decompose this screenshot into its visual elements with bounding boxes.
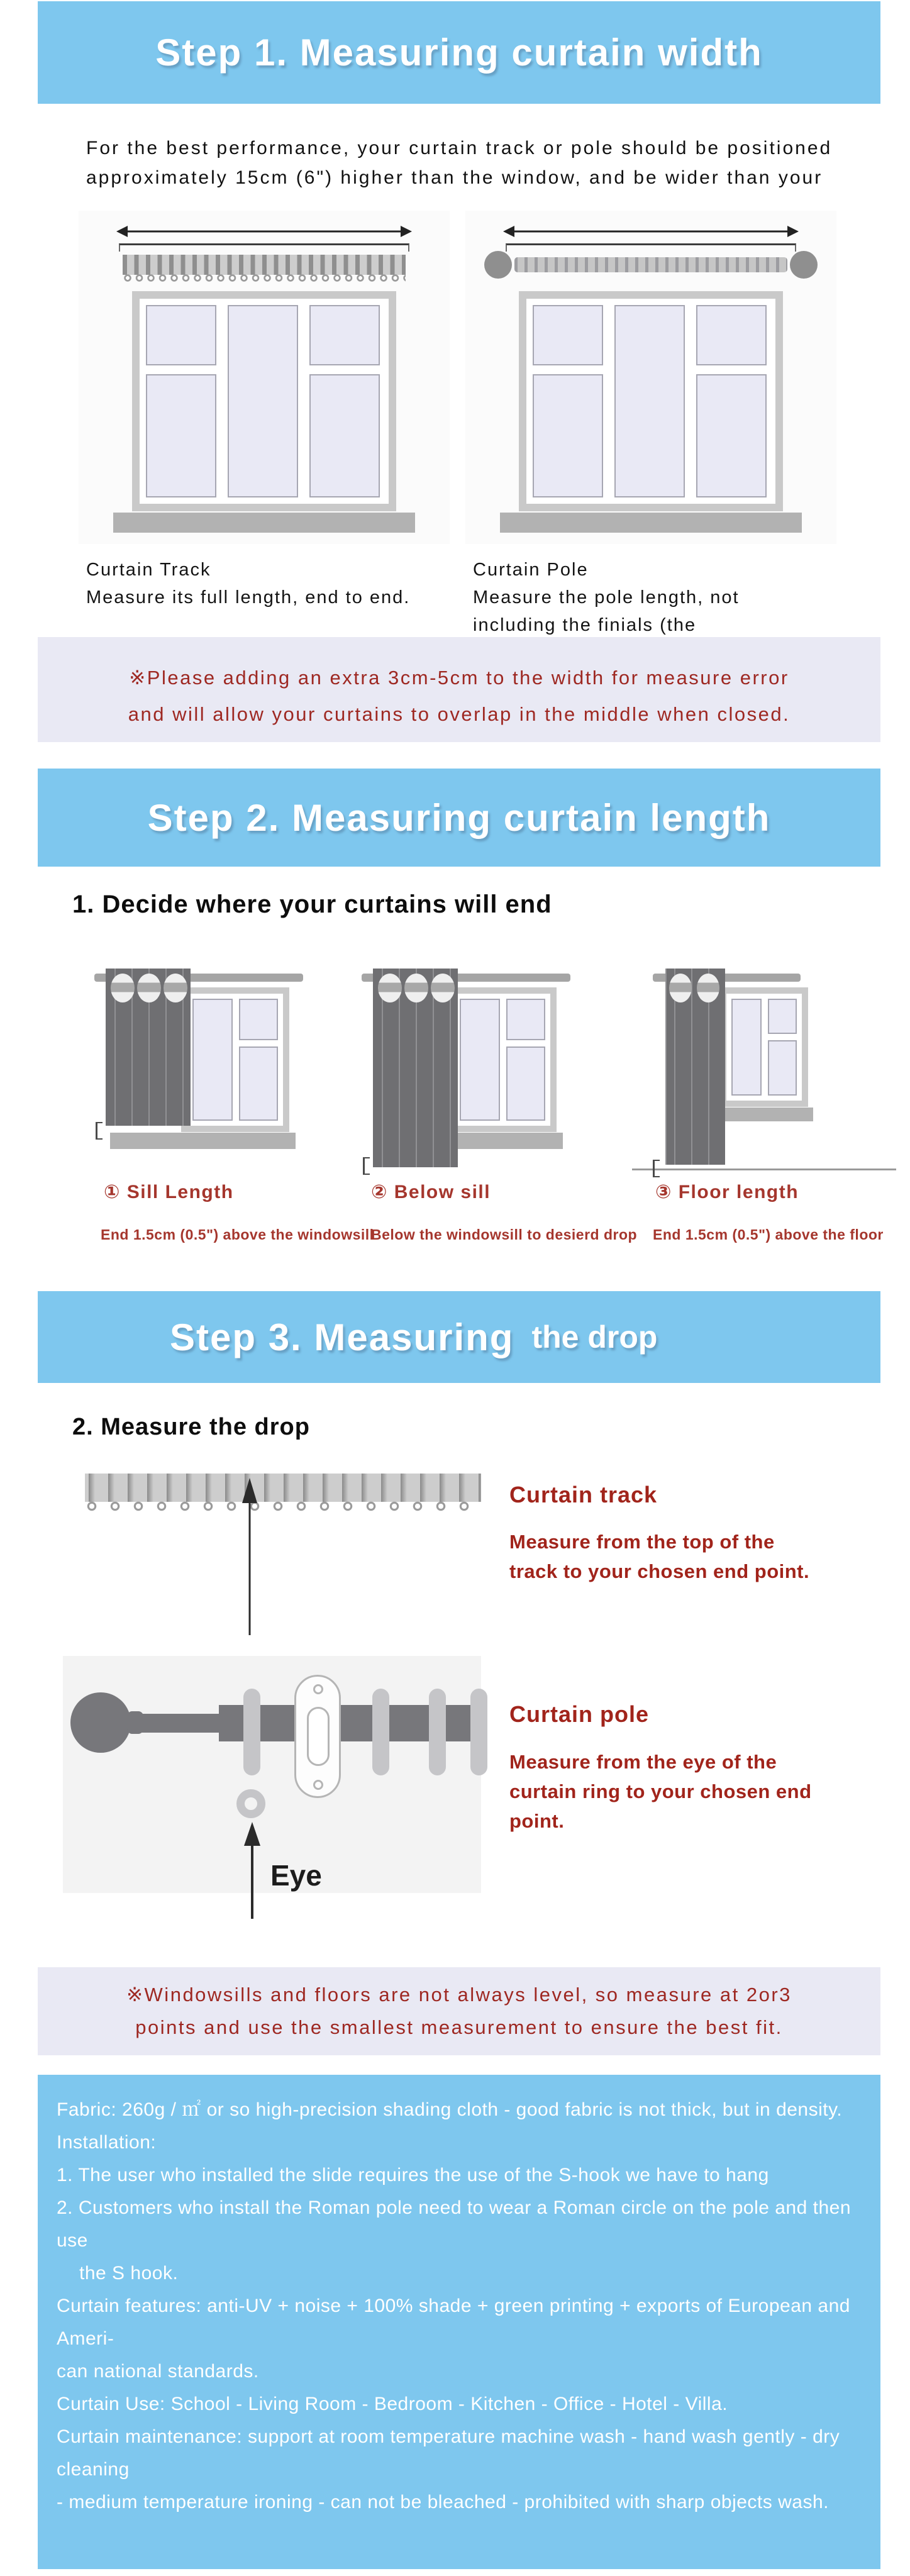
- window-frame: [519, 291, 783, 511]
- footer-line: 1. The user who installed the slide requires the use of the S-hook we have to hang: [57, 2165, 769, 2185]
- sill-length-diagram: [94, 955, 358, 1172]
- width-note-line2: and will allow your curtains to overlap in the middle when closed.: [128, 703, 791, 725]
- curtain-pole-instructions: [509, 1747, 812, 1836]
- window-frame: [132, 291, 396, 511]
- measure-bracket: [119, 243, 409, 252]
- window-pane: [533, 305, 603, 365]
- curtain-track-caption: [86, 556, 410, 611]
- window-pane: [239, 1046, 278, 1121]
- window-pane: [731, 999, 762, 1096]
- measure-end-bracket: [363, 1157, 370, 1175]
- window-pane: [192, 999, 233, 1121]
- grommet-icon: [378, 974, 402, 1002]
- footer-line: the S hook.: [79, 2263, 179, 2284]
- window-pane: [460, 999, 500, 1121]
- curtain: [106, 969, 191, 1126]
- bracket-screw-hole: [313, 1684, 323, 1694]
- footer-line: Curtain Use: School - Living Room - Bedroom - Kitchen - Office - Hotel - Villa.: [57, 2394, 728, 2414]
- bracket-screw-hole: [313, 1780, 323, 1790]
- below-sill-diagram: [362, 955, 626, 1172]
- windowsill: [500, 513, 802, 533]
- window-pane: [506, 999, 545, 1040]
- pole-shaft: [140, 1714, 221, 1733]
- option3-label: ③ Floor length: [655, 1182, 799, 1202]
- option1-caption: End 1.5cm (0.5") above the windowsill: [101, 1226, 374, 1243]
- step3-header-subtitle: the drop: [531, 1319, 658, 1355]
- windowsill: [110, 1133, 296, 1149]
- step2-header-title: Step 2. Measuring curtain length: [147, 796, 771, 839]
- window-pane: [309, 305, 380, 365]
- window-frame: [448, 987, 557, 1132]
- window-frame: [720, 987, 808, 1107]
- step1-header-title: Step 1. Measuring curtain width: [155, 31, 763, 74]
- footer-line: - medium temperature ironing - can not be bleached - prohibited with sharp objects wash.: [57, 2492, 829, 2512]
- drop-note-line2: points and use the smallest measurement to ensure the best fit.: [135, 2016, 783, 2038]
- curtain-pole-caption-line2: including the finials (the: [473, 615, 697, 635]
- curtain-track-gliders: [85, 1501, 481, 1513]
- width-arrow-icon: [502, 223, 800, 240]
- grommet-icon: [137, 974, 161, 1002]
- step3-header-title: Step 3. Measuring: [170, 1316, 514, 1358]
- window-pane: [506, 1046, 545, 1121]
- windowsill: [113, 513, 415, 533]
- floor-length-diagram: [648, 955, 910, 1172]
- option2-caption: Below the windowsill to desierd drop: [371, 1226, 638, 1243]
- option3-caption: End 1.5cm (0.5") above the floor: [653, 1226, 884, 1243]
- window-pane: [614, 305, 685, 497]
- curtain-track-instructions: [509, 1527, 809, 1586]
- curtain-ring: [470, 1689, 487, 1775]
- footer-line: Installation:: [57, 2132, 157, 2153]
- pole-finial-ball: [70, 1692, 131, 1753]
- curtain-track-instr-line2: track to your chosen end point.: [509, 1560, 810, 1582]
- curtain-track-caption-body: Measure its full length, end to end.: [86, 587, 411, 608]
- curtain-pole-bar: [514, 257, 787, 272]
- pole-finial-left: [484, 251, 512, 279]
- option1-label: ① Sill Length: [104, 1182, 234, 1202]
- step3-subheading: 2. Measure the drop: [72, 1414, 310, 1440]
- curtain-ring: [429, 1689, 446, 1775]
- measure-bracket: [506, 243, 796, 252]
- eye-label: Eye: [270, 1859, 322, 1892]
- pole-finial-right: [790, 251, 818, 279]
- width-note-line1: ※Please adding an extra 3cm-5cm to the width for measure error: [129, 667, 789, 689]
- drop-note-line1: ※Windowsills and floors are not always level, so measure at 2or3: [126, 1984, 792, 2006]
- footer-line: Curtain maintenance: support at room temperature machine wash - hand wash gently - dry cleaning: [57, 2426, 840, 2480]
- window-pane: [768, 999, 797, 1034]
- curtain-pole-instr-line1: Measure from the eye of the: [509, 1751, 777, 1773]
- footer-line: Curtain features: anti-UV + noise + 100% shade + green printing + exports of European and Ameri-: [57, 2296, 850, 2349]
- curtain-track-title: Curtain track: [509, 1482, 658, 1507]
- drop-note-box: [38, 1967, 880, 2055]
- curtain-track-caption-title: Curtain Track: [86, 560, 211, 580]
- intro-line-2: approximately 15cm (6") higher than the window, and be wider than your: [86, 167, 823, 188]
- curtain-pole-title: Curtain pole: [509, 1701, 650, 1727]
- step2-header-banner: [38, 769, 880, 867]
- ring-eye: [236, 1789, 265, 1818]
- window-pane: [533, 374, 603, 497]
- footer-line: can national standards.: [57, 2361, 259, 2382]
- curtain-pole-instr-line2: curtain ring to your chosen end: [509, 1780, 812, 1802]
- product-details-footer: [38, 2075, 880, 2569]
- curtain-track-diagram: [79, 211, 450, 544]
- window-pane: [696, 374, 767, 497]
- footer-line: Fabric: 260g / ㎡ or so high-precision shading cloth - good fabric is not thick, but in density.: [57, 2099, 843, 2120]
- curtain-pole-caption-title: Curtain Pole: [473, 560, 589, 580]
- curtain-pole-diagram: [465, 211, 836, 544]
- width-note-box: [38, 637, 880, 742]
- curtain-track-gliders: [123, 274, 406, 284]
- bracket-slot: [307, 1707, 330, 1766]
- window-pane: [146, 374, 216, 497]
- window-pane: [239, 999, 278, 1040]
- drop-arrow-icon: [238, 1475, 262, 1639]
- grommet-icon: [164, 974, 187, 1002]
- curtain-pole-instr-line3: point.: [509, 1810, 565, 1832]
- curtain-pole-eye-diagram: [63, 1656, 481, 1893]
- curtain-track-bar: [85, 1474, 481, 1502]
- curtain-ring: [243, 1689, 260, 1775]
- curtain-pole-caption: [473, 556, 740, 639]
- measure-end-bracket: [96, 1122, 103, 1140]
- window-pane: [309, 374, 380, 497]
- option2-label: ② Below sill: [371, 1182, 491, 1202]
- grommet-icon: [111, 974, 135, 1002]
- floor-line: [632, 1169, 896, 1170]
- grommet-icon: [697, 974, 719, 1002]
- curtain-ring: [372, 1689, 389, 1775]
- grommet-icon: [431, 974, 455, 1002]
- eye-arrow-icon: [240, 1821, 264, 1921]
- grommet-icon: [669, 974, 692, 1002]
- intro-line-1: For the best performance, your curtain track or pole should be positioned: [86, 138, 833, 158]
- step2-subheading: 1. Decide where your curtains will end: [72, 891, 552, 918]
- curtain-pole-caption-line1: Measure the pole length, not: [473, 587, 740, 608]
- curtain-track-instr-line1: Measure from the top of the: [509, 1531, 775, 1553]
- window-pane: [228, 305, 298, 497]
- window-pane: [146, 305, 216, 365]
- step1-header-banner: [38, 1, 880, 104]
- wall-bracket: [294, 1675, 341, 1798]
- curtain: [373, 969, 458, 1167]
- curtain-track-bar: [123, 255, 406, 275]
- window-frame: [181, 987, 289, 1132]
- width-arrow-icon: [115, 223, 413, 240]
- window-pane: [696, 305, 767, 365]
- curtain: [665, 969, 725, 1165]
- window-pane: [768, 1040, 797, 1096]
- measure-end-bracket: [653, 1160, 660, 1177]
- footer-line: 2. Customers who install the Roman pole need to wear a Roman circle on the pole and then use: [57, 2197, 852, 2251]
- step1-intro-paragraph: [86, 133, 860, 192]
- step3-header-banner: [38, 1291, 880, 1383]
- grommet-icon: [404, 974, 428, 1002]
